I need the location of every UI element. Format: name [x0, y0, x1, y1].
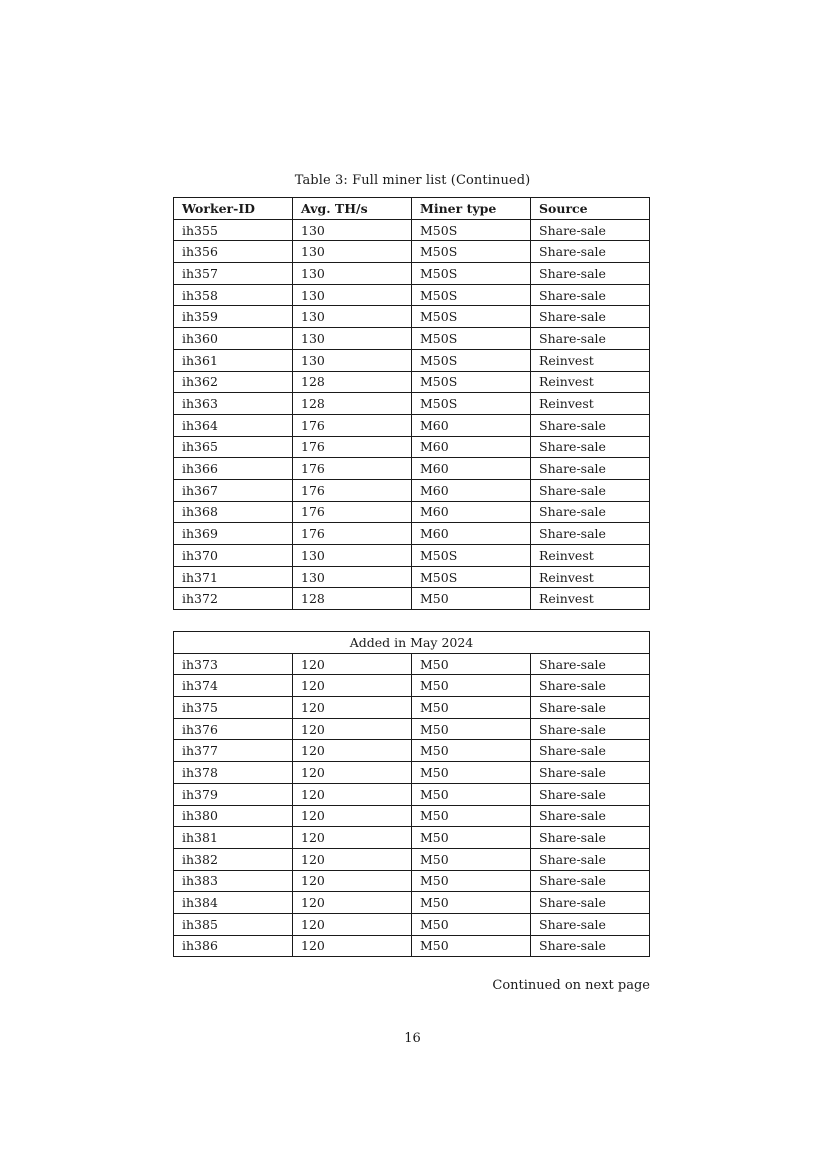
source-cell: Reinvest: [531, 371, 650, 393]
table-header-row: [174, 198, 650, 220]
worker-id-cell: ih364: [174, 414, 293, 436]
miner-table-may-2024: [173, 631, 650, 957]
source-cell: Share-sale: [531, 219, 650, 241]
table-body-bottom: [174, 632, 650, 957]
miner-type-cell: M50: [412, 762, 531, 784]
worker-id-cell: ih377: [174, 740, 293, 762]
source-cell: Share-sale: [531, 263, 650, 285]
table-row: [174, 523, 650, 545]
miner-type-cell: M50: [412, 675, 531, 697]
table-row: [174, 913, 650, 935]
source-cell: Share-sale: [531, 827, 650, 849]
miner-type-cell: M50: [412, 827, 531, 849]
avg-ths-cell: 120: [293, 848, 412, 870]
worker-id-cell: ih362: [174, 371, 293, 393]
table-row: [174, 371, 650, 393]
worker-id-cell: ih366: [174, 458, 293, 480]
source-cell: Share-sale: [531, 241, 650, 263]
table-row: [174, 284, 650, 306]
page-number: 16: [404, 1031, 421, 1046]
worker-id-cell: ih383: [174, 870, 293, 892]
source-cell: Reinvest: [531, 588, 650, 610]
avg-ths-cell: 120: [293, 675, 412, 697]
avg-ths-cell: 120: [293, 805, 412, 827]
table-row: [174, 675, 650, 697]
miner-type-cell: M50: [412, 783, 531, 805]
table-row: [174, 870, 650, 892]
source-cell: Share-sale: [531, 501, 650, 523]
avg-ths-cell: 176: [293, 458, 412, 480]
table-row: [174, 501, 650, 523]
avg-ths-cell: 130: [293, 219, 412, 241]
source-cell: Share-sale: [531, 870, 650, 892]
column-header-miner-type: Miner type: [412, 198, 531, 220]
worker-id-cell: ih358: [174, 284, 293, 306]
miner-type-cell: M50S: [412, 393, 531, 415]
source-cell: Share-sale: [531, 913, 650, 935]
avg-ths-cell: 130: [293, 328, 412, 350]
avg-ths-cell: 120: [293, 827, 412, 849]
table-row: [174, 219, 650, 241]
miner-type-cell: M60: [412, 414, 531, 436]
source-cell: Share-sale: [531, 675, 650, 697]
table-row: [174, 935, 650, 957]
column-header-avg-ths: Avg. TH/s: [293, 198, 412, 220]
source-cell: Share-sale: [531, 653, 650, 675]
avg-ths-cell: 120: [293, 783, 412, 805]
table-row: [174, 848, 650, 870]
source-cell: Share-sale: [531, 718, 650, 740]
worker-id-cell: ih357: [174, 263, 293, 285]
table-row: [174, 827, 650, 849]
miner-type-cell: M50: [412, 935, 531, 957]
avg-ths-cell: 130: [293, 545, 412, 567]
miner-type-cell: M50: [412, 805, 531, 827]
avg-ths-cell: 176: [293, 523, 412, 545]
worker-id-cell: ih361: [174, 349, 293, 371]
table-row: [174, 436, 650, 458]
avg-ths-cell: 130: [293, 349, 412, 371]
worker-id-cell: ih367: [174, 479, 293, 501]
miner-type-cell: M50: [412, 653, 531, 675]
miner-type-cell: M50: [412, 740, 531, 762]
avg-ths-cell: 176: [293, 479, 412, 501]
source-cell: Reinvest: [531, 545, 650, 567]
miner-type-cell: M50: [412, 913, 531, 935]
worker-id-cell: ih373: [174, 653, 293, 675]
avg-ths-cell: 176: [293, 436, 412, 458]
miner-type-cell: M50S: [412, 349, 531, 371]
avg-ths-cell: 130: [293, 306, 412, 328]
source-cell: Share-sale: [531, 762, 650, 784]
miner-type-cell: M50S: [412, 371, 531, 393]
worker-id-cell: ih378: [174, 762, 293, 784]
source-cell: Share-sale: [531, 892, 650, 914]
source-cell: Reinvest: [531, 566, 650, 588]
worker-id-cell: ih356: [174, 241, 293, 263]
table-row: [174, 349, 650, 371]
miner-type-cell: M60: [412, 436, 531, 458]
miner-type-cell: M50S: [412, 263, 531, 285]
worker-id-cell: ih375: [174, 697, 293, 719]
table-row: [174, 328, 650, 350]
section-header-row: [174, 632, 650, 654]
table-row: [174, 718, 650, 740]
miner-type-cell: M50S: [412, 545, 531, 567]
avg-ths-cell: 128: [293, 588, 412, 610]
avg-ths-cell: 130: [293, 284, 412, 306]
worker-id-cell: ih355: [174, 219, 293, 241]
avg-ths-cell: 128: [293, 393, 412, 415]
table-row: [174, 306, 650, 328]
worker-id-cell: ih379: [174, 783, 293, 805]
miner-type-cell: M60: [412, 458, 531, 480]
miner-type-cell: M50: [412, 697, 531, 719]
table-row: [174, 805, 650, 827]
avg-ths-cell: 176: [293, 414, 412, 436]
avg-ths-cell: 120: [293, 935, 412, 957]
avg-ths-cell: 176: [293, 501, 412, 523]
source-cell: Share-sale: [531, 805, 650, 827]
source-cell: Share-sale: [531, 848, 650, 870]
source-cell: Share-sale: [531, 306, 650, 328]
table-caption: Table 3: Full miner list (Continued): [294, 173, 531, 188]
source-cell: Share-sale: [531, 783, 650, 805]
table-row: [174, 588, 650, 610]
table-row: [174, 479, 650, 501]
table-row: [174, 458, 650, 480]
miner-type-cell: M50S: [412, 566, 531, 588]
source-cell: Share-sale: [531, 523, 650, 545]
worker-id-cell: ih372: [174, 588, 293, 610]
avg-ths-cell: 130: [293, 566, 412, 588]
miner-type-cell: M50: [412, 718, 531, 740]
worker-id-cell: ih384: [174, 892, 293, 914]
worker-id-cell: ih382: [174, 848, 293, 870]
miner-type-cell: M50: [412, 588, 531, 610]
table-row: [174, 414, 650, 436]
miner-type-cell: M50S: [412, 328, 531, 350]
miner-type-cell: M60: [412, 523, 531, 545]
miner-type-cell: M50S: [412, 241, 531, 263]
table-row: [174, 783, 650, 805]
column-header-source: Source: [531, 198, 650, 220]
worker-id-cell: ih359: [174, 306, 293, 328]
avg-ths-cell: 120: [293, 718, 412, 740]
source-cell: Share-sale: [531, 414, 650, 436]
source-cell: Share-sale: [531, 740, 650, 762]
source-cell: Reinvest: [531, 349, 650, 371]
avg-ths-cell: 120: [293, 892, 412, 914]
worker-id-cell: ih380: [174, 805, 293, 827]
source-cell: Share-sale: [531, 436, 650, 458]
table-row: [174, 545, 650, 567]
table-body-top: [174, 219, 650, 609]
miner-type-cell: M50: [412, 870, 531, 892]
miner-type-cell: M50: [412, 848, 531, 870]
worker-id-cell: ih381: [174, 827, 293, 849]
miner-type-cell: M50S: [412, 284, 531, 306]
table-row: [174, 697, 650, 719]
worker-id-cell: ih365: [174, 436, 293, 458]
miner-table: [173, 197, 650, 610]
worker-id-cell: ih386: [174, 935, 293, 957]
source-cell: Reinvest: [531, 393, 650, 415]
table-row: [174, 740, 650, 762]
avg-ths-cell: 120: [293, 762, 412, 784]
avg-ths-cell: 120: [293, 740, 412, 762]
worker-id-cell: ih374: [174, 675, 293, 697]
worker-id-cell: ih370: [174, 545, 293, 567]
table-row: [174, 892, 650, 914]
source-cell: Share-sale: [531, 328, 650, 350]
source-cell: Share-sale: [531, 697, 650, 719]
worker-id-cell: ih363: [174, 393, 293, 415]
table-row: [174, 762, 650, 784]
avg-ths-cell: 120: [293, 870, 412, 892]
miner-type-cell: M50S: [412, 219, 531, 241]
worker-id-cell: ih385: [174, 913, 293, 935]
worker-id-cell: ih371: [174, 566, 293, 588]
avg-ths-cell: 130: [293, 263, 412, 285]
miner-type-cell: M50S: [412, 306, 531, 328]
worker-id-cell: ih369: [174, 523, 293, 545]
table-row: [174, 566, 650, 588]
source-cell: Share-sale: [531, 479, 650, 501]
table-row: [174, 263, 650, 285]
column-header-worker-id: Worker-ID: [174, 198, 293, 220]
source-cell: Share-sale: [531, 284, 650, 306]
miner-type-cell: M60: [412, 501, 531, 523]
miner-type-cell: M60: [412, 479, 531, 501]
avg-ths-cell: 120: [293, 913, 412, 935]
section-label: Added in May 2024: [174, 632, 650, 654]
source-cell: Share-sale: [531, 935, 650, 957]
avg-ths-cell: 128: [293, 371, 412, 393]
table-row: [174, 653, 650, 675]
worker-id-cell: ih360: [174, 328, 293, 350]
worker-id-cell: ih376: [174, 718, 293, 740]
avg-ths-cell: 120: [293, 697, 412, 719]
avg-ths-cell: 120: [293, 653, 412, 675]
continued-note: Continued on next page: [492, 978, 650, 993]
worker-id-cell: ih368: [174, 501, 293, 523]
table-row: [174, 241, 650, 263]
table-row: [174, 393, 650, 415]
avg-ths-cell: 130: [293, 241, 412, 263]
miner-type-cell: M50: [412, 892, 531, 914]
source-cell: Share-sale: [531, 458, 650, 480]
